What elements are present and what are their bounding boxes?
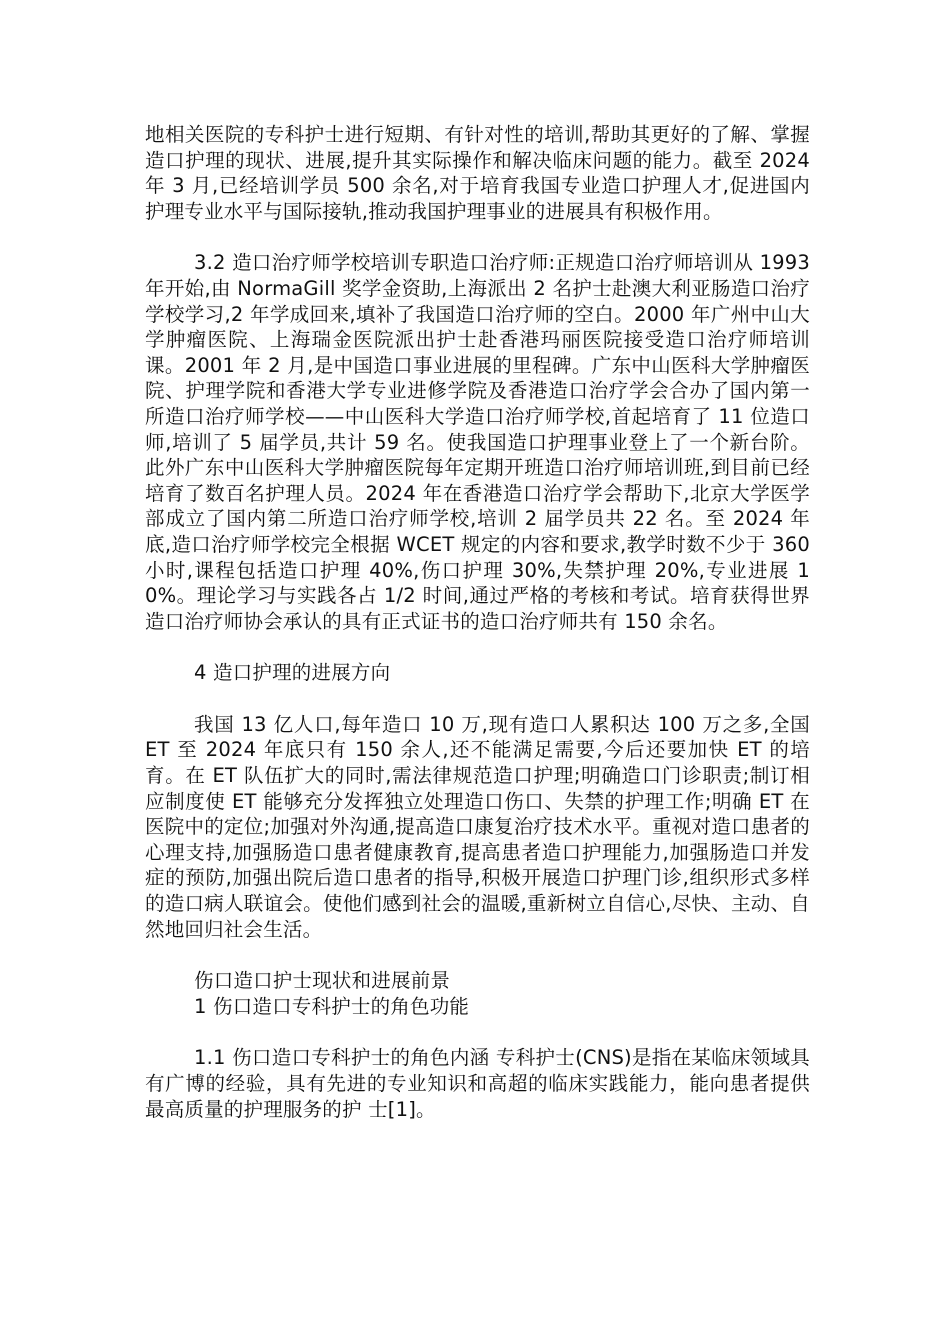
paragraph-gap: [145, 686, 810, 712]
paragraph-gap: [145, 224, 810, 250]
paragraph-gap: [145, 634, 810, 660]
section-heading-development-direction: 4 造口护理的进展方向: [194, 661, 391, 685]
paragraph-development-direction: 我国 13 亿人口,每年造口 10 万,现有造口人累积达 100 万之多,全国 ET 至 2024 年底只有 150 余人,还不能满足需要,今后还要加快 ET 的培育。在 ET 队伍扩大的同时,需法律规范造口护理;明确造口门诊职责;制订相应制度使 ET 能够充分发挥独立处理造口伤口、失禁的护理工作;明确 ET 在医院中的定位;加强对外沟通,提高造口康复治疗技术水平。重视对造口患者的心理支持,加强肠造口患者健康教育,提高患者造口护理能力,加强肠造口并发症的预防,加强出院后造口患者的指导,积极开展造口护理门诊,组织形式多样的造口病人联谊会。使他们感到社会的温暖,重新树立自信心,尽快、主动、自然地回归社会生活。: [145, 712, 810, 941]
section-heading-role-function: 1 伤口造口专科护士的角色功能: [194, 994, 470, 1018]
article-title: 伤口造口护士现状和进展前景: [194, 969, 451, 993]
paragraph-gap: [145, 1019, 810, 1045]
document-body: [145, 122, 810, 1122]
paragraph-et-school-training: 3.2 造口治疗师学校培训专职造口治疗师:正规造口治疗师培训从 1993 年开始,由 NormaGill 奖学金资助,上海派出 2 名护士赴澳大利亚肠造口治疗学校学习,2 年学成回来,填补了我国造口治疗师的空白。2000 年广州中山大学肿瘤医院、上海瑞金医院派出护士赴香港玛丽医院接受造口治疗师培训课。2001 年 2 月,是中国造口事业进展的里程碑。广东中山医科大学肿瘤医院、护理学院和香港大学专业进修学院及香港造口治疗学会合办了国内第一所造口治疗师学校——中山医科大学造口治疗师学校,首起培育了 11 位造口师,培训了 5 届学员,共计 59 名。使我国造口护理事业登上了一个新台阶。此外广东中山医科大学肿瘤医院每年定期开班造口治疗师培训班,到目前已经培育了数百名护理人员。2024 年在香港造口治疗学会帮助下,北京大学医学部成立了国内第二所造口治疗师学校,培训 2 届学员共 22 名。至 2024 年底,造口治疗师学校完全根据 WCET 规定的内容和要求,教学时数不少于 360 小时,课程包括造口护理 40%,伤口护理 30%,失禁护理 20%,专业进展 10%。理论学习与实践各占 1/2 时间,通过严格的考核和考试。培育获得世界造口治疗师协会承认的具有正式证书的造口治疗师共有 150 余名。: [145, 251, 810, 633]
paragraph-role-connotation: 1.1 伤口造口专科护士的角色内涵 专科护士(CNS)是指在某临床领域具有广博的经验，具有先进的专业知识和高超的临床实践能力，能向患者提供最高质量的护理服务的护 士[1]。: [145, 1046, 810, 1121]
paragraph-gap: [145, 942, 810, 968]
paragraph-training-continuation: 地相关医院的专科护士进行短期、有针对性的培训,帮助其更好的了解、掌握造口护理的现状、进展,提升其实际操作和解决临床问题的能力。截至 2024 年 3 月,已经培训学员 500 余名,对于培育我国专业造口护理人才,促进国内护理专业水平与国际接轨,推动我国护理事业的进展具有积极作用。: [145, 123, 810, 223]
